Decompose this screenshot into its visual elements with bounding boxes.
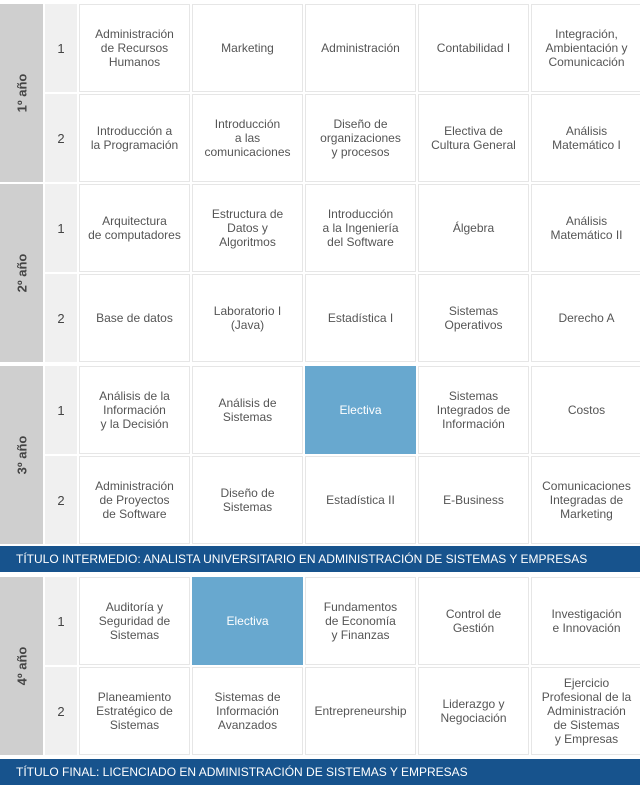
course-cell: Introducción a la Programación bbox=[79, 94, 190, 182]
semester-number: 1 bbox=[45, 577, 77, 665]
course-cell: Arquitectura de computadores bbox=[79, 184, 190, 272]
course-cell: Control de Gestión bbox=[418, 577, 529, 665]
year-label-text: 1º año bbox=[14, 73, 29, 113]
course-cell: Comunicaciones Integradas de Marketing bbox=[531, 456, 640, 544]
course-cell: Estadística I bbox=[305, 274, 416, 362]
semester-number: 1 bbox=[45, 366, 77, 454]
year-block-4 bbox=[0, 577, 640, 755]
year-block-1 bbox=[0, 4, 640, 182]
course-cell: Fundamentos de Economía y Finanzas bbox=[305, 577, 416, 665]
course-cell: Investigación e Innovación bbox=[531, 577, 640, 665]
course-cell: Estructura de Datos y Algoritmos bbox=[192, 184, 303, 272]
year-label bbox=[0, 577, 43, 755]
course-cell: Sistemas Operativos bbox=[418, 274, 529, 362]
course-cell: Ejercicio Profesional de la Administración de Sistemas y Empresas bbox=[531, 667, 640, 755]
course-cell: Introducción a las comunicaciones bbox=[192, 94, 303, 182]
course-cell: Integración, Ambientación y Comunicación bbox=[531, 4, 640, 92]
course-cell: Derecho A bbox=[531, 274, 640, 362]
semester-number: 2 bbox=[45, 274, 77, 362]
course-cell: Administración bbox=[305, 4, 416, 92]
semester-row bbox=[43, 94, 640, 182]
course-cell: Análisis Matemático I bbox=[531, 94, 640, 182]
course-cell: Análisis de la Información y la Decisión bbox=[79, 366, 190, 454]
course-cell: Electiva de Cultura General bbox=[418, 94, 529, 182]
course-cell: Costos bbox=[531, 366, 640, 454]
intermediate-title-bar: TÍTULO INTERMEDIO: ANALISTA UNIVERSITARIO EN ADMINISTRACIÓN DE SISTEMAS Y EMPRESAS bbox=[0, 546, 640, 572]
course-cell: Administración de Recursos Humanos bbox=[79, 4, 190, 92]
year-label-text: 2º año bbox=[14, 253, 29, 293]
course-cell: Álgebra bbox=[418, 184, 529, 272]
semester-row bbox=[43, 456, 640, 544]
course-cell: Contabilidad I bbox=[418, 4, 529, 92]
course-cell: Diseño de organizaciones y procesos bbox=[305, 94, 416, 182]
course-cell: Diseño de Sistemas bbox=[192, 456, 303, 544]
semester-number: 2 bbox=[45, 94, 77, 182]
course-cell: E-Business bbox=[418, 456, 529, 544]
semester-row bbox=[43, 366, 640, 454]
semester-row bbox=[43, 4, 640, 92]
course-cell: Administración de Proyectos de Software bbox=[79, 456, 190, 544]
year-label-text: 4º año bbox=[14, 646, 29, 686]
course-cell: Marketing bbox=[192, 4, 303, 92]
semester-number: 1 bbox=[45, 184, 77, 272]
year-block-3 bbox=[0, 366, 640, 544]
final-title-bar: TÍTULO FINAL: LICENCIADO EN ADMINISTRACIÓN DE SISTEMAS Y EMPRESAS bbox=[0, 759, 640, 785]
year-label bbox=[0, 4, 43, 182]
course-cell: Análisis Matemático II bbox=[531, 184, 640, 272]
course-cell: Entrepreneurship bbox=[305, 667, 416, 755]
elective-course-cell: Electiva bbox=[305, 366, 416, 454]
semester-row bbox=[43, 577, 640, 665]
course-cell: Sistemas Integrados de Información bbox=[418, 366, 529, 454]
semester-number: 2 bbox=[45, 456, 77, 544]
course-cell: Estadística II bbox=[305, 456, 416, 544]
elective-course-cell: Electiva bbox=[192, 577, 303, 665]
year-label-text: 3º año bbox=[14, 435, 29, 475]
course-cell: Base de datos bbox=[79, 274, 190, 362]
semester-number: 2 bbox=[45, 667, 77, 755]
year-label bbox=[0, 366, 43, 544]
course-cell: Sistemas de Información Avanzados bbox=[192, 667, 303, 755]
course-cell: Introducción a la Ingeniería del Software bbox=[305, 184, 416, 272]
semester-number: 1 bbox=[45, 4, 77, 92]
course-cell: Laboratorio I (Java) bbox=[192, 274, 303, 362]
semester-row bbox=[43, 667, 640, 755]
course-cell: Auditoría y Seguridad de Sistemas bbox=[79, 577, 190, 665]
year-block-2 bbox=[0, 184, 640, 362]
semester-row bbox=[43, 274, 640, 362]
course-cell: Liderazgo y Negociación bbox=[418, 667, 529, 755]
semester-row bbox=[43, 184, 640, 272]
year-label bbox=[0, 184, 43, 362]
course-cell: Análisis de Sistemas bbox=[192, 366, 303, 454]
course-cell: Planeamiento Estratégico de Sistemas bbox=[79, 667, 190, 755]
